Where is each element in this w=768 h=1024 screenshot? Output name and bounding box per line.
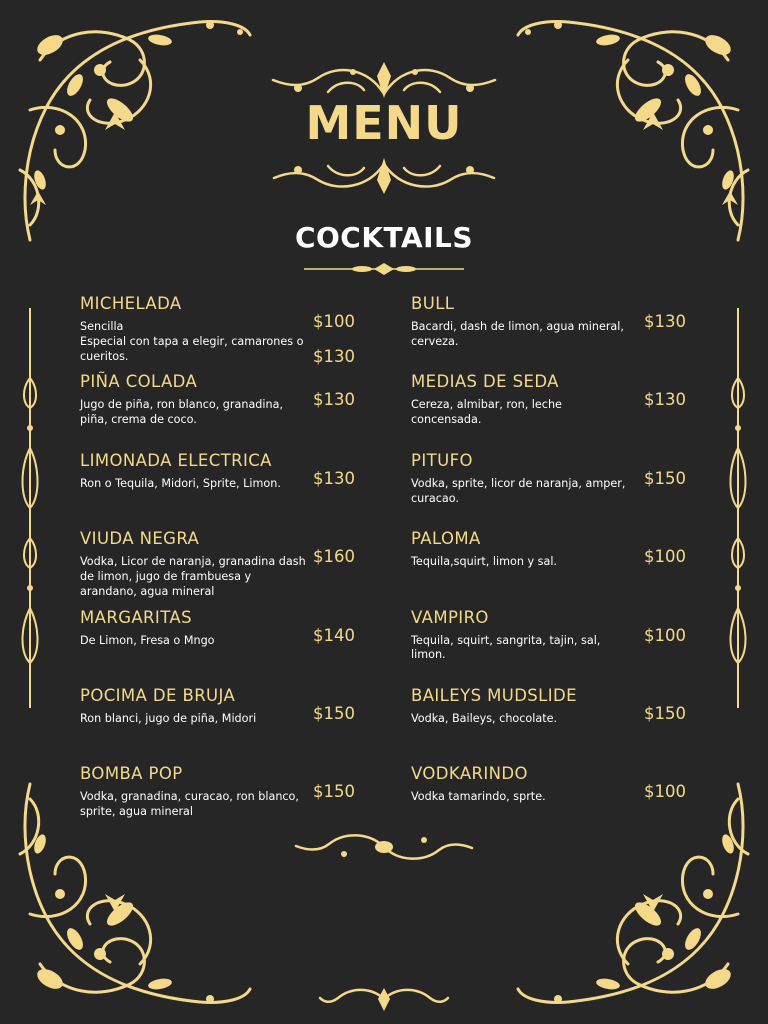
item-description: Cereza, almibar, ron, leche concensada. bbox=[411, 398, 562, 427]
menu-column-left bbox=[80, 294, 355, 843]
menu-item bbox=[411, 529, 686, 607]
section-divider bbox=[302, 262, 466, 276]
menu-item bbox=[411, 764, 686, 842]
item-price: $130 bbox=[313, 390, 355, 410]
item-name: BULL bbox=[411, 294, 455, 313]
menu-item bbox=[80, 529, 355, 607]
item-price: $130 bbox=[644, 390, 686, 410]
item-description: Vodka tamarindo, sprte. bbox=[411, 790, 546, 804]
item-price-special: $130 bbox=[313, 347, 355, 366]
item-description: Sencilla Especial con tapa a elegir, camarones o cueritos. bbox=[80, 320, 304, 363]
bottom-flourish-edge bbox=[318, 984, 450, 1014]
menu-item bbox=[411, 372, 686, 450]
item-price: $140 bbox=[313, 625, 355, 645]
item-price: $100 bbox=[313, 312, 355, 331]
menu-item bbox=[80, 372, 355, 450]
item-name: VAMPIRO bbox=[411, 607, 489, 627]
item-price: $100 bbox=[644, 547, 686, 567]
section-title: COCKTAILS bbox=[294, 221, 474, 254]
menu-item bbox=[411, 608, 686, 686]
item-name: PALOMA bbox=[411, 529, 481, 549]
title-flourish-bottom bbox=[270, 154, 498, 198]
item-price: $130 bbox=[644, 312, 686, 331]
item-name: VODKARINDO bbox=[411, 764, 528, 784]
side-ornament-right bbox=[728, 308, 748, 708]
item-description: Vodka, Baileys, chocolate. bbox=[411, 711, 558, 725]
item-description: Jugo de piña, ron blanco, granadina, piña, crema de coco. bbox=[80, 398, 284, 427]
menu-item bbox=[411, 451, 686, 529]
item-name: LIMONADA ELECTRICA bbox=[80, 450, 272, 470]
item-price: $150 bbox=[644, 703, 686, 723]
item-name: MICHELADA bbox=[80, 294, 182, 313]
side-ornament-left bbox=[20, 308, 40, 708]
item-name: BOMBA POP bbox=[80, 764, 183, 784]
item-price: $100 bbox=[644, 625, 686, 645]
menu-title: MENU bbox=[305, 96, 463, 150]
item-name: BAILEYS MUDSLIDE bbox=[411, 685, 577, 705]
item-price: $150 bbox=[313, 703, 355, 723]
menu-column-right bbox=[411, 294, 686, 843]
item-price: $150 bbox=[644, 468, 686, 488]
menu-item bbox=[80, 764, 355, 842]
menu-item bbox=[411, 294, 686, 372]
item-description: Vodka, granadina, curacao, ron blanco, sprite, agua mineral bbox=[80, 790, 299, 819]
item-description: Tequila,squirt, limon y sal. bbox=[411, 555, 557, 569]
item-name: PITUFO bbox=[411, 450, 473, 470]
item-name: PIÑA COLADA bbox=[80, 372, 198, 392]
menu-item bbox=[80, 686, 355, 764]
menu-item bbox=[80, 608, 355, 686]
menu-item bbox=[411, 686, 686, 764]
item-description: Ron blanci, jugo de piña, Midori bbox=[80, 711, 257, 725]
item-description: De Limon, Fresa o Mngo bbox=[80, 633, 215, 647]
item-description: Tequila, squirt, sangrita, tajin, sal, limon. bbox=[411, 633, 601, 662]
item-price: $100 bbox=[644, 782, 686, 802]
item-name: VIUDA NEGRA bbox=[80, 529, 200, 549]
item-description: Vodka, sprite, licor de naranja, amper, curacao. bbox=[411, 476, 626, 505]
item-price: $130 bbox=[313, 468, 355, 488]
item-name: MARGARITAS bbox=[80, 607, 192, 627]
menu-item bbox=[80, 294, 355, 372]
item-price: $150 bbox=[313, 782, 355, 802]
item-name: POCIMA DE BRUJA bbox=[80, 685, 236, 705]
item-description: Ron o Tequila, Midori, Sprite, Limon. bbox=[80, 476, 281, 490]
item-price: $160 bbox=[313, 547, 355, 567]
menu-item bbox=[80, 451, 355, 529]
item-name: MEDIAS DE SEDA bbox=[411, 372, 559, 392]
item-description: Bacardi, dash de limon, agua mineral, cerveza. bbox=[411, 320, 624, 348]
item-description: Vodka, Licor de naranja, granadina dash de limon, jugo de frambuesa y arandano, agua mineral bbox=[80, 555, 306, 598]
